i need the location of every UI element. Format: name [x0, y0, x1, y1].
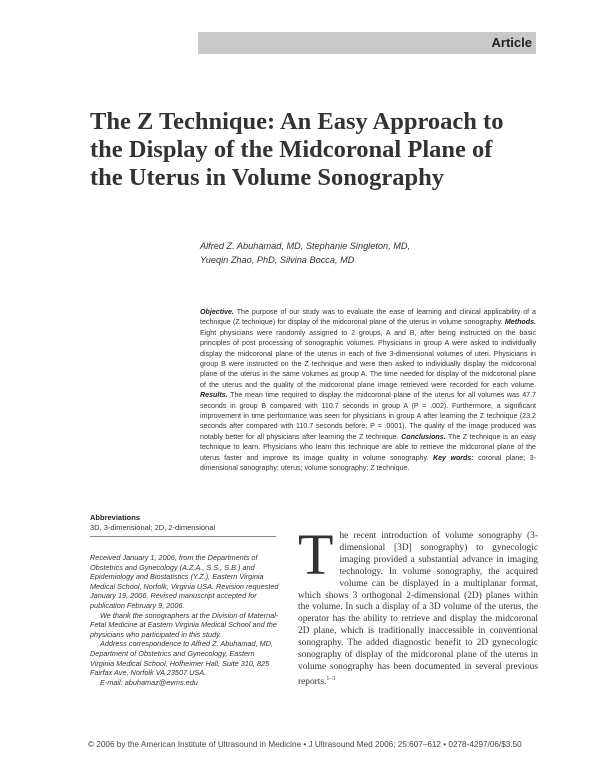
conclusions-text: The Z technique is an easy technique to learn. Physicians who learn this technique are able to retrieve the midcoronal plane of the uterus faster and improve its image quality in volume sonography. [200, 432, 536, 462]
correspondence-email: E-mail: abuhamaz@evms.edu [100, 677, 198, 687]
divider [90, 536, 276, 537]
keywords-text: coronal plane; 3-dimensional sonography; uterus; volume sonography; Z technique. [200, 453, 536, 473]
author-list [200, 239, 540, 267]
body-text: he recent introduction of volume sonography (3-dimensional [3D] sonography) to gynecologic imaging provided a substantial advance in imaging technology. In volume sonography, the acquired volume can be displayed in a multiplanar format, which shows 3 orthogonal 2-dimensional (2D) planes within the volume. In such a display of a 3D volume of the uterus, the operator has the ability to retrieve and display the midcoronal 2D plane, which is traditionally inaccessible in conventional sonography. The added diagnostic benefit to 2D gynecologic sonography of display of the midcoronal plane of the uterus in volume sonography has been documented in several previous reports. [298, 531, 538, 687]
article-section-banner [198, 32, 536, 54]
methods-text: Eight physicians were randomly assigned to 2 groups, A and B, after being instructed on the basic principles of post processing of sonographic volumes. Physicians in group A were asked to individually display the midcoronal plane of the uterus in each of five 3-dimensional volumes of uteri. Physicians in group B were instructed on the Z technique and were then asked to individually display the midcoronal plane of the uterus in the same volumes as group A. The time needed for display of the midcoronal plane of the uterus and the quality of the midcoronal plane image retrieved were recorded for each volume. [200, 328, 536, 389]
conclusions-label: Conclusions. [401, 432, 446, 441]
objective-text: The purpose of our study was to evaluate the ease of learning and clinical applicability of a technique (Z technique) for display of the midcoronal plane of the uterus in volume sonography. [200, 308, 536, 327]
body-paragraph [298, 522, 538, 689]
correspondence-note: Address correspondence to Alfred Z. Abuhamad, MD, Department of Obstetrics and Gynecology, Eastern Virginia Medical School, Hofheimer Hall, Suite 310, 825 Fairfax Ave, Norfolk VA 23507 USA. [90, 639, 274, 678]
title-line: The Z Technique: An Easy Approach to [90, 108, 504, 135]
article-title [90, 108, 540, 192]
author-line: Alfred Z. Abuhamad, MD, Stephanie Singleton, MD, [200, 241, 411, 251]
article-notes [90, 553, 280, 687]
author-line: Yueqin Zhao, PhD, Silvina Bocca, MD [200, 255, 355, 265]
results-label: Results. [200, 391, 228, 400]
dropcap: T [298, 522, 334, 587]
abbreviations-text: 3D, 3-dimensional; 2D, 2-dimensional [90, 523, 216, 532]
received-note: Received January 1, 2006, from the Departments of Obstetrics and Gynecology (A.Z.A., S.S., S.B.) and Epidemiology and Biostatistics (Y.Z.), Eastern Virginia Medical School, Norfolk, Virginia USA. Revision requested January 19, 2006. Revised manuscript accepted for publication February 9, 2006. [90, 553, 279, 610]
abbreviations-heading: Abbreviations [90, 513, 141, 522]
acknowledgment-note: We thank the sonographers at the Division of Maternal-Fetal Medicine at Eastern Virginia Medical School and the physicians who participated in this study. [90, 610, 279, 639]
section-label: Article [491, 35, 532, 50]
title-line: the Display of the Midcoronal Plane of [90, 136, 493, 163]
citation: 1–3 [326, 675, 336, 682]
title-line: the Uterus in Volume Sonography [90, 164, 444, 191]
keywords-label: Key words: [432, 453, 474, 462]
results-text: The mean time required to display the midcoronal plane of the uterus for all volumes was 47.7 seconds in group B compared with 110.7 seconds in group A (P = .002). Furthermore, a significant improvement in time performance was seen for physicians in group A after learning the Z technique (23.2 seconds after compared with 110.7 seconds before; P = .0001). The quality of the image produced was notably better for all physicians after learning the Z technique. [200, 391, 536, 441]
objective-label: Objective. [200, 308, 234, 316]
page-footer: © 2006 by the American Institute of Ultrasound in Medicine • J Ultrasound Med 2006; 25:607–612 • 0278-4297/06/$3.50 [88, 740, 522, 749]
abstract [200, 307, 536, 474]
methods-label: Methods. [504, 318, 536, 327]
